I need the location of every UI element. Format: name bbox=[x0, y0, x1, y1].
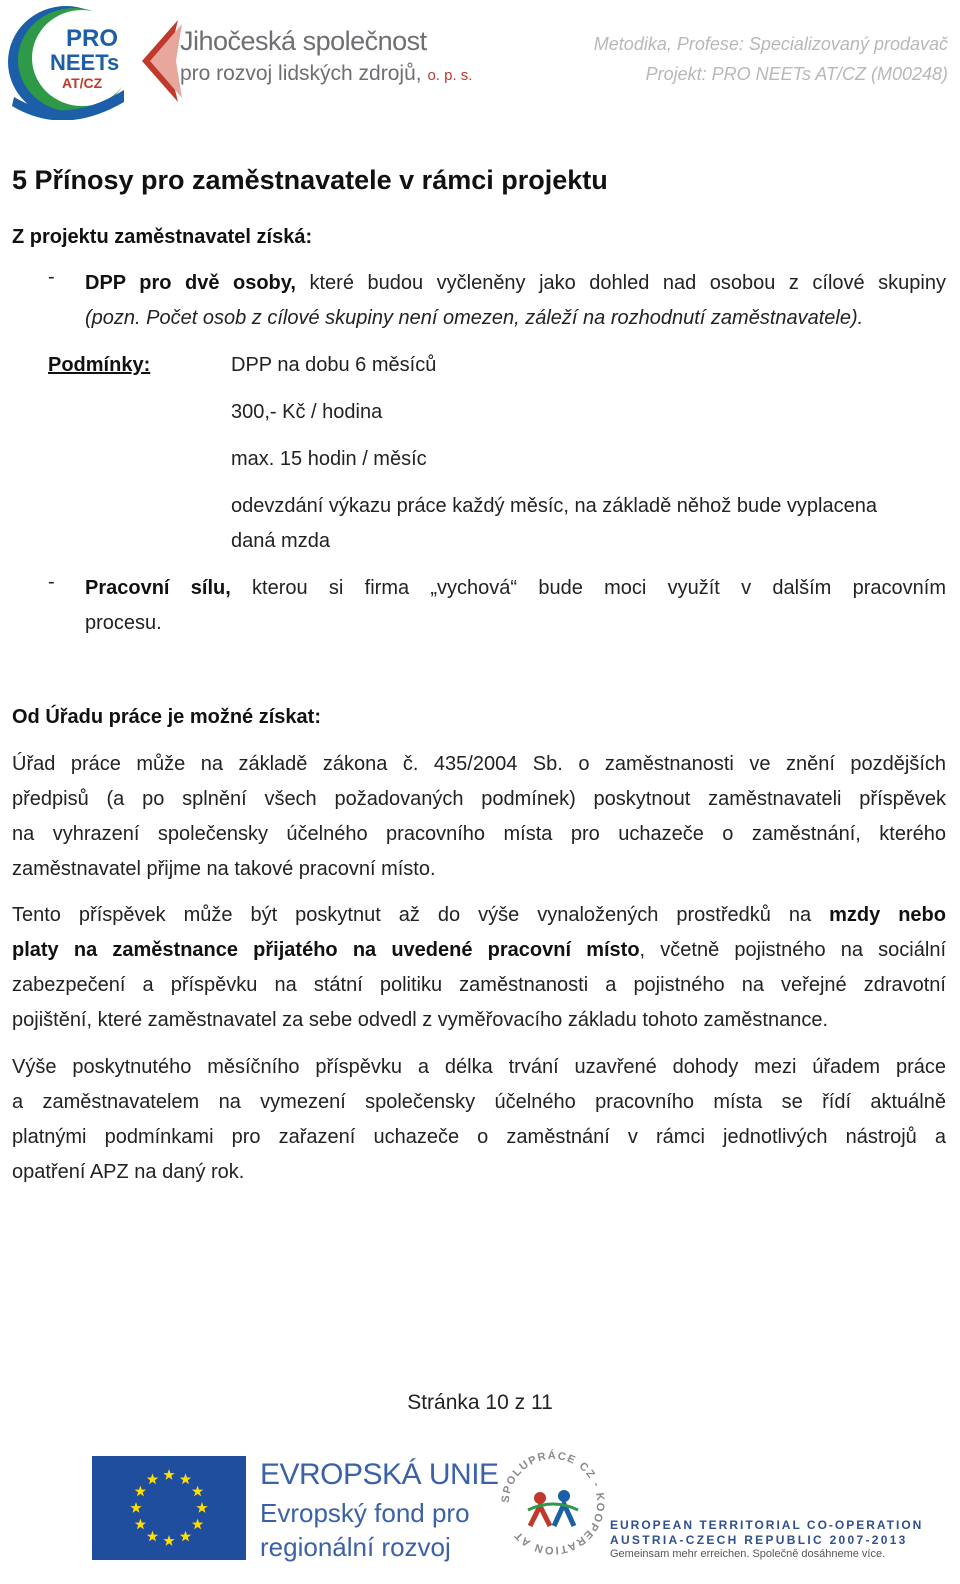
condition-item-2: 300,- Kč / hodina bbox=[231, 401, 383, 423]
org-ops: o. p. s. bbox=[427, 67, 473, 84]
conditions-label bbox=[48, 348, 150, 383]
subheading-labour-office: Od Úřadu práce je možné získat: bbox=[12, 706, 321, 728]
condition-item-1: DPP na dobu 6 měsíců bbox=[231, 354, 437, 376]
para2-l1-bold: mzdy nebo bbox=[829, 904, 946, 926]
paragraph-labour-office bbox=[12, 747, 946, 887]
org-name-line2 bbox=[180, 62, 472, 86]
header-project: Projekt: PRO NEETs AT/CZ (M00248) bbox=[645, 64, 948, 84]
paragraph-contribution bbox=[12, 898, 946, 1038]
pro-neets-logo bbox=[4, 2, 134, 120]
para3-line1: Výše poskytnutého měsíčního příspěvku a délka trvání uzavřené dohody mezi úřadem práce bbox=[12, 1056, 946, 1078]
para2-l2-bold: platy na zaměstnance přijatého na uvedené pracovní místo bbox=[12, 939, 640, 961]
header-methodology: Metodika, Profese: Specializovaný prodavač bbox=[593, 34, 948, 54]
conditions-label-text: Podmínky: bbox=[48, 354, 151, 376]
bullet-dash-2: - bbox=[48, 571, 55, 593]
bullet-workforce-line2: procesu. bbox=[85, 612, 162, 634]
logo-pro-text: PRO bbox=[66, 25, 119, 52]
logo-atcz-text: AT/CZ bbox=[62, 75, 103, 91]
bullet-dpp-note: (pozn. Počet osob z cílové skupiny není omezen, záleží na rozhodnutí zaměstnavatele). bbox=[85, 307, 864, 329]
eu-fund-line1: Evropský fond pro bbox=[260, 1498, 470, 1528]
para3-line2: a zaměstnavatelem na vymezení společensky účelného pracovního místa se řídí aktuálně bbox=[12, 1091, 946, 1113]
logo-neets-text: NEETs bbox=[50, 50, 120, 75]
etc-line1: EUROPEAN TERRITORIAL CO-OPERATION bbox=[610, 1518, 924, 1532]
page-number: Stránka 10 z 11 bbox=[407, 1391, 553, 1414]
bullet-workforce bbox=[85, 571, 946, 641]
etc-slogan: Gemeinsam mehr erreichen. Společně dosáhneme více. bbox=[610, 1548, 886, 1560]
para1-line3: na vyhrazení společensky účelného pracovního místa pro uchazeče o zaměstnání, kterého bbox=[12, 823, 946, 845]
para1-line4: zaměstnavatel přijme na takové pracovní místo. bbox=[12, 858, 436, 880]
para2-l2-text: , včetně pojistného na sociální bbox=[639, 939, 946, 961]
eu-fund bbox=[260, 1496, 470, 1564]
bullet-dash-1: - bbox=[48, 266, 55, 288]
bullet-dpp-bold: DPP pro dvě osoby, bbox=[85, 272, 296, 294]
coop-ring-text: SPOLUPRÁCE CZ - KOOPERATION AT bbox=[499, 1449, 607, 1557]
bullet-workforce-text: kterou si firma „vychová“ bude moci využít v dalším pracovním bbox=[230, 577, 946, 599]
para3-line3: platnými podmínkami pro zařazení uchazeče o zaměstnání v rámci jednotlivých nástrojů a bbox=[12, 1126, 946, 1148]
etc-line2: AUSTRIA-CZECH REPUBLIC 2007-2013 bbox=[610, 1533, 908, 1547]
condition-item-4-line1: odevzdání výkazu práce každý měsíc, na základě něhož bude vyplacena bbox=[231, 495, 877, 517]
subheading-employer-gains: Z projektu zaměstnavatel získá: bbox=[12, 226, 313, 248]
paragraph-monthly-contribution bbox=[12, 1050, 946, 1190]
condition-item-4-line2: daná mzda bbox=[231, 530, 330, 552]
para2-line3: zabezpečení a příspěvku na státní politiku zaměstnanosti a pojistného na veřejné zdravotní bbox=[12, 974, 946, 996]
bullet-dpp bbox=[85, 266, 946, 336]
para3-line4: opatření APZ na daný rok. bbox=[12, 1161, 245, 1183]
eu-flag-icon bbox=[92, 1456, 246, 1560]
eu-fund-line2: regionální rozvoj bbox=[260, 1532, 451, 1562]
cooperation-logo bbox=[498, 1448, 608, 1558]
para1-line2: předpisů (a po splnění všech požadovaných podmínek) poskytnout zaměstnavateli příspěvek bbox=[12, 788, 946, 810]
eu-name: EVROPSKÁ UNIE bbox=[260, 1458, 499, 1491]
para1-line1: Úřad práce může na základě zákona č. 435/2004 Sb. o zaměstnanosti ve znění pozdějších bbox=[12, 753, 946, 775]
org-name-line2-text: pro rozvoj lidských zdrojů, bbox=[180, 62, 422, 85]
para2-l1-text: Tento příspěvek může být poskytnut až do výše vynaložených prostředků na bbox=[12, 904, 830, 926]
org-name-line1: Jihočeská společnost bbox=[180, 26, 427, 56]
bullet-workforce-bold: Pracovní sílu, bbox=[85, 577, 231, 599]
bullet-dpp-text: které budou vyčleněny jako dohled nad osobou z cílové skupiny bbox=[295, 272, 946, 294]
condition-item-3: max. 15 hodin / měsíc bbox=[231, 448, 427, 470]
section-title: 5 Přínosy pro zaměstnavatele v rámci projektu bbox=[12, 165, 608, 195]
para2-line4: pojištění, které zaměstnavatel za sebe odvedl z vyměřovacího základu tohoto zaměstnance. bbox=[12, 1009, 829, 1031]
